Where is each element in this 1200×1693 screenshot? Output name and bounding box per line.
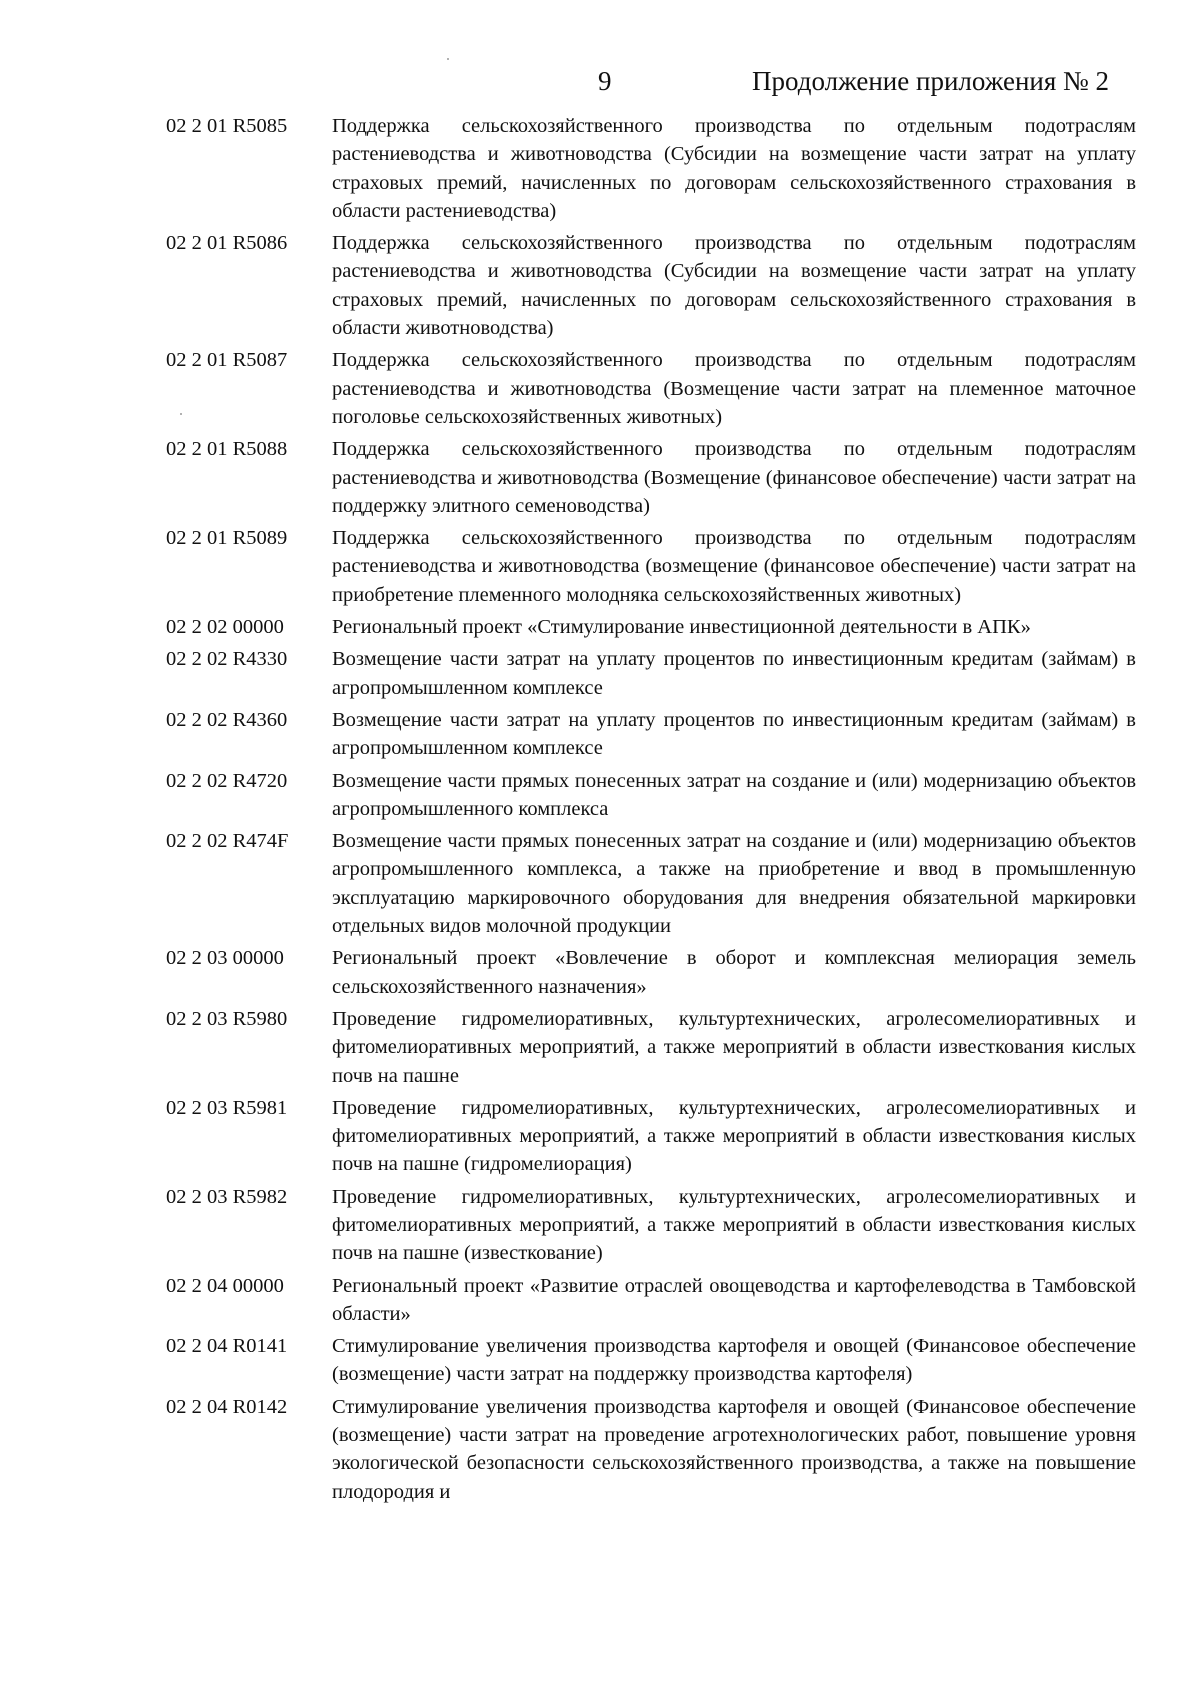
entry-description: Поддержка сельскохозяйственного производства по отдельным подотраслям растениеводства и животноводства (Субсидии на возмещение части затрат на уплату страховых премий, начисленных по договорам сельскохозяйственного страхования в области растениеводства) [332, 115, 1136, 222]
list-item [166, 1005, 1136, 1090]
entry-description: Поддержка сельскохозяйственного производства по отдельным подотраслям растениеводства и животноводства (Субсидии на возмещение части затрат на уплату страховых премий, начисленных по договорам сельскохозяйственного страхования в области животноводства) [332, 232, 1136, 340]
entry-description: Возмещение части затрат на уплату процентов по инвестиционным кредитам (займам) в агропромышленном комплексе [332, 708, 1136, 760]
entry-description: Возмещение части прямых понесенных затрат на создание и (или) модернизацию объектов агропромышленного комплекса, а также на приобретение и ввод в промышленную эксплуатацию маркировочного оборудования для внедрения обязательной маркировки отдельных видов молочной продукции [332, 830, 1136, 938]
scan-speck [447, 58, 449, 60]
entry-description: Поддержка сельскохозяйственного производства по отдельным подотраслям растениеводства и животноводства (возмещение (финансовое обеспечение) части затрат на приобретение племенного молодняка сельскохозяйственных животных) [332, 527, 1136, 606]
budget-code: 02 2 02 R4360 [166, 708, 288, 731]
entry-description: Поддержка сельскохозяйственного производства по отдельным подотраслям растениеводства и животноводства (Возмещение (финансовое обеспечение) части затрат на поддержку элитного семеноводства) [332, 438, 1136, 517]
list-item [166, 229, 1136, 342]
page-number: 9 [598, 66, 612, 96]
appendix-continuation-title: Продолжение приложения № 2 [752, 66, 1110, 96]
list-item [166, 435, 1136, 520]
entry-description: Возмещение части прямых понесенных затрат на создание и (или) модернизацию объектов агропромышленного комплекса [332, 769, 1136, 820]
budget-code: 02 2 02 R4720 [166, 769, 288, 792]
list-item [166, 1393, 1136, 1506]
list-item [166, 706, 1136, 763]
entry-description: Стимулирование увеличения производства картофеля и овощей (Финансовое обеспечение (возмещение) части затрат на проведение агротехнологических работ, повышение уровня экологической безопасности сельскохозяйственного производства, а также на повышение плодородия и [332, 1395, 1136, 1503]
budget-code: 02 2 02 00000 [166, 616, 284, 639]
list-item [166, 613, 1136, 641]
list-item [166, 1094, 1136, 1179]
entry-description: Проведение гидромелиоративных, культуртехнических, агролесомелиоративных и фитомелиоративных мероприятий, а также мероприятий в области известкования кислых почв на пашне [332, 1007, 1136, 1087]
budget-code: 02 2 02 R474F [166, 830, 289, 853]
list-item [166, 645, 1136, 702]
list-item [166, 767, 1136, 824]
list-item [166, 346, 1136, 431]
entry-description: Региональный проект «Стимулирование инвестиционной деятельности в АПК» [332, 616, 1031, 639]
list-item [166, 1332, 1136, 1389]
budget-code-list [166, 112, 1136, 1510]
entry-description: Проведение гидромелиоративных, культуртехнических, агролесомелиоративных и фитомелиоративных мероприятий, а также мероприятий в области известкования кислых почв на пашне (гидромелиорация) [332, 1096, 1136, 1176]
list-item [166, 524, 1136, 609]
list-item [166, 827, 1136, 940]
list-item [166, 944, 1136, 1001]
budget-code: 02 2 01 R5089 [166, 527, 288, 550]
budget-code: 02 2 04 00000 [166, 1274, 284, 1297]
entry-description: Возмещение части затрат на уплату процентов по инвестиционным кредитам (займам) в агропромышленном комплексе [332, 648, 1136, 699]
list-item [166, 1272, 1136, 1329]
entry-description: Региональный проект «Вовлечение в оборот и комплексная мелиорация земель сельскохозяйственного назначения» [332, 947, 1136, 998]
budget-code: 02 2 01 R5088 [166, 438, 288, 461]
entry-description: Региональный проект «Развитие отраслей овощеводства и картофелеводства в Тамбовской области» [332, 1274, 1136, 1325]
budget-code: 02 2 01 R5086 [166, 232, 288, 255]
budget-code: 02 2 03 00000 [166, 947, 284, 970]
entry-description: Поддержка сельскохозяйственного производства по отдельным подотраслям растениеводства и животноводства (Возмещение части затрат на племенное маточное поголовье сельскохозяйственных животных) [332, 349, 1136, 428]
list-item [166, 1183, 1136, 1268]
budget-code: 02 2 03 R5982 [166, 1185, 288, 1208]
list-item [166, 112, 1136, 225]
entry-description: Стимулирование увеличения производства картофеля и овощей (Финансовое обеспечение (возмещение) части затрат на поддержку производства картофеля) [332, 1335, 1136, 1386]
budget-code: 02 2 04 R0141 [166, 1335, 288, 1358]
budget-code: 02 2 01 R5085 [166, 115, 288, 137]
entry-description: Проведение гидромелиоративных, культуртехнических, агролесомелиоративных и фитомелиоративных мероприятий, а также мероприятий в области известкования кислых почв на пашне (известкование) [332, 1185, 1136, 1265]
budget-code: 02 2 03 R5980 [166, 1007, 288, 1030]
budget-code: 02 2 01 R5087 [166, 349, 288, 372]
budget-code: 02 2 02 R4330 [166, 648, 288, 671]
budget-code: 02 2 03 R5981 [166, 1096, 288, 1119]
budget-code: 02 2 04 R0142 [166, 1395, 288, 1418]
